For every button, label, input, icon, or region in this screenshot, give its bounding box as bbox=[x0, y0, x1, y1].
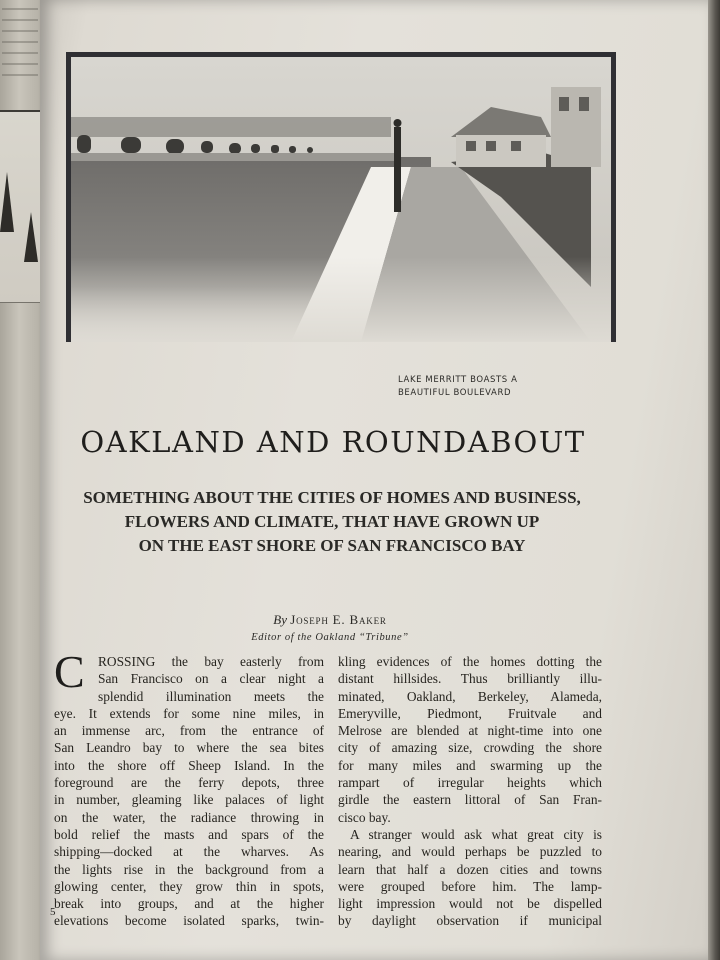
text-line: nearing, and would perhaps be puzzled to bbox=[338, 844, 602, 860]
text-line: kling evidences of the homes dotting the bbox=[338, 654, 602, 669]
text-line: the lights rise in the background from a bbox=[54, 861, 324, 877]
text-line: distant hillsides. Thus brilliantly illu- bbox=[338, 671, 602, 687]
text-line: on the water, the radiance throwing in bbox=[54, 809, 324, 825]
drop-cap: C bbox=[54, 646, 85, 697]
text-line: A stranger would ask what great city is bbox=[350, 826, 602, 842]
text-line: minated, Oakland, Berkeley, Alameda, bbox=[338, 688, 602, 704]
boulevard-photo bbox=[66, 52, 616, 342]
subtitle-line: ON THE EAST SHORE OF SAN FRANCISCO BAY bbox=[138, 536, 526, 555]
lamp-post bbox=[394, 127, 401, 212]
text-line: cisco bay. bbox=[338, 809, 391, 825]
byline bbox=[200, 612, 460, 628]
subtitle-line: SOMETHING ABOUT THE CITIES OF HOMES AND BUSINESS, bbox=[83, 488, 581, 507]
text-line: foreground are the ferry depots, three bbox=[54, 775, 324, 791]
text-line: by daylight observation if municipal bbox=[338, 913, 602, 929]
text-line: San Leandro bay to where the sea bites bbox=[54, 740, 324, 756]
photo-caption bbox=[398, 374, 558, 400]
text-line: Emeryville, Piedmont, Fruitvale and bbox=[338, 705, 602, 721]
text-line: in number, gleaming like palaces of light bbox=[54, 792, 324, 808]
author-role: Editor of the Oakland “Tribune” bbox=[251, 632, 409, 643]
text-line: light impression would not be dispelled bbox=[338, 896, 602, 912]
text-line: bold relief the masts and spars of the bbox=[54, 826, 324, 842]
facing-page-photo bbox=[0, 110, 40, 303]
page-edge bbox=[708, 0, 720, 960]
text-line: learn that half a dozen cities and towns bbox=[338, 861, 602, 877]
text-line: an immense arc, from the entrance of bbox=[54, 723, 324, 739]
caption-line: LAKE MERRITT BOASTS A bbox=[398, 375, 518, 385]
text-line: San Francisco on a clear night a bbox=[98, 671, 324, 687]
text-line: Melrose are blended at night-time into one bbox=[338, 723, 602, 739]
text-line: into the shore off Sheep Island. In the bbox=[54, 757, 324, 773]
tree-silhouette bbox=[0, 172, 14, 232]
caption-line: BEAUTIFUL BOULEVARD bbox=[398, 388, 512, 398]
facing-page-text bbox=[2, 8, 38, 83]
right-column bbox=[338, 653, 602, 930]
text-line: shipping—docked at the wharves. As bbox=[54, 844, 324, 860]
article-title: OAKLAND AND ROUNDABOUT bbox=[80, 425, 586, 459]
text-line: eye. It extends for some nine miles, in bbox=[54, 705, 324, 721]
text-line: were grouped before him. The lamp- bbox=[338, 878, 602, 894]
tree-silhouette bbox=[24, 212, 38, 262]
text-line: glowing center, they grow thin in spots, bbox=[54, 878, 324, 894]
text-line: for many miles and swarming up the bbox=[338, 757, 602, 773]
text-line: city of amazing size, crowding the shore bbox=[338, 740, 602, 756]
article-subtitle bbox=[52, 486, 612, 558]
text-line: girdle the eastern littoral of San Fran- bbox=[338, 792, 602, 808]
text-line: splendid illumination meets the bbox=[98, 688, 324, 704]
byline-prefix: By bbox=[273, 612, 288, 627]
text-line: break into groups, and at the higher bbox=[54, 896, 324, 912]
author-name: Joseph E. Baker bbox=[290, 612, 387, 627]
text-line: rampart of irregular heights which bbox=[338, 775, 602, 791]
subtitle-line: FLOWERS AND CLIMATE, THAT HAVE GROWN UP bbox=[124, 512, 540, 531]
text-line: elevations become isolated sparks, twin- bbox=[54, 913, 324, 929]
left-column bbox=[54, 646, 324, 930]
page-number: 5 bbox=[50, 906, 56, 918]
text-line: ROSSING the bay easterly from bbox=[98, 654, 324, 669]
